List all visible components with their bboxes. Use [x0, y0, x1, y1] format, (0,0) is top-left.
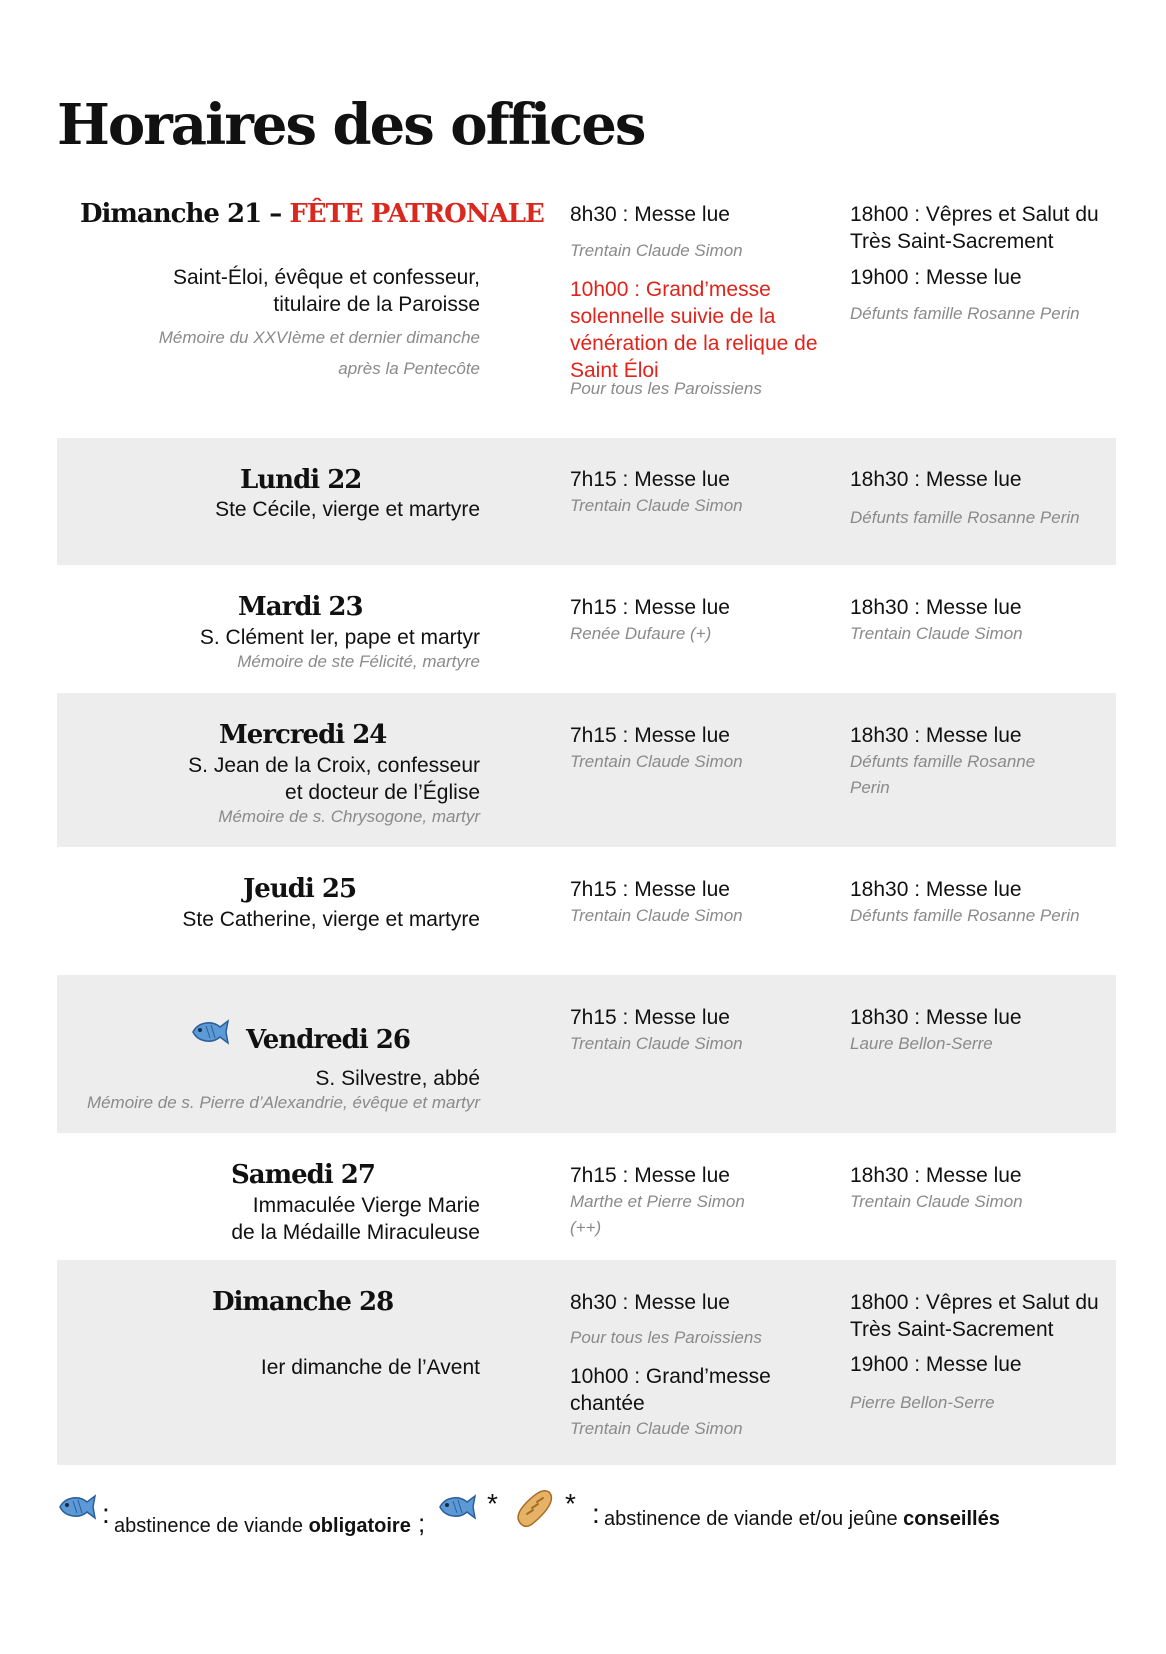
- day-label: Samedi 27: [231, 1160, 375, 1190]
- legend-text-2: [604, 1508, 1000, 1531]
- fete-label: FÊTE PATRONALE: [289, 199, 544, 229]
- intention: Trentain Claude Simon: [570, 241, 743, 260]
- service-evening: 18h30 : Messe lue: [850, 468, 1022, 491]
- intention: Trentain Claude Simon: [570, 1034, 743, 1053]
- saint-line-1: Immaculée Vierge Marie: [252, 1194, 480, 1217]
- day-heading: [80, 199, 544, 229]
- intention: Trentain Claude Simon: [570, 906, 743, 925]
- service-vepres: 18h00 : Vêpres et Salut du Très Saint-Sacrement: [850, 203, 1099, 253]
- legend: [57, 1488, 1116, 1542]
- intention: Trentain Claude Simon: [570, 1419, 743, 1438]
- legend-text-1: [114, 1508, 425, 1539]
- legend-separator: ;: [410, 1508, 426, 1538]
- intention: Marthe et Pierre Simon (++): [570, 1192, 745, 1237]
- service-morning: 7h15 : Messe lue: [570, 468, 730, 491]
- intention: Défunts famille Rosanne Perin: [850, 304, 1080, 323]
- intention: Trentain Claude Simon: [850, 1192, 1023, 1211]
- saint-line: [173, 264, 480, 318]
- day-row-samedi-27: [57, 1133, 1116, 1260]
- separator: –: [261, 199, 290, 229]
- intention: Défunts famille Rosanne Perin: [850, 906, 1080, 925]
- saint-line-2: titulaire de la Paroisse: [273, 293, 480, 316]
- saint-line: Ste Catherine, vierge et martyre: [182, 908, 480, 931]
- service-morning: 7h15 : Messe lue: [570, 1006, 730, 1029]
- service-evening: 19h00 : Messe lue: [850, 1353, 1022, 1376]
- saint-line-2: de la Médaille Miraculeuse: [231, 1221, 480, 1244]
- saint-line: Ste Cécile, vierge et martyre: [215, 498, 480, 521]
- service-morning: 7h15 : Messe lue: [570, 878, 730, 901]
- intention: Pierre Bellon-Serre: [850, 1393, 995, 1412]
- page-title: Horaires des offices: [57, 92, 645, 158]
- legend-text-2a: abstinence de viande et/ou jeûne: [604, 1508, 904, 1530]
- service-morning: 7h15 : Messe lue: [570, 724, 730, 747]
- saint-line: [188, 752, 480, 806]
- saint-line-1: Saint-Éloi, évêque et confesseur,: [172, 266, 480, 289]
- saint-line-1: S. Jean de la Croix, confesseur: [188, 754, 480, 777]
- day-row-vendredi-26: [57, 975, 1116, 1133]
- day-row-jeudi-25: [57, 847, 1116, 975]
- intention: Laure Bellon-Serre: [850, 1034, 993, 1053]
- service-evening: 18h30 : Messe lue: [850, 724, 1022, 747]
- day-row-dimanche-21: [57, 196, 1116, 414]
- intention: Renée Dufaure (+): [570, 624, 712, 643]
- day-label: Mardi 23: [238, 592, 363, 622]
- fish-icon: [437, 1492, 477, 1522]
- legend-text-1b: obligatoire: [308, 1515, 411, 1537]
- day-label: Vendredi 26: [246, 1025, 410, 1055]
- memoire-line: Mémoire de ste Félicité, martyre: [237, 652, 480, 671]
- memoire-line-1: Mémoire du XXVIème et dernier dimanche: [158, 328, 480, 347]
- memoire-line: Mémoire de s. Pierre d’Alexandrie, évêque et martyr: [86, 1093, 480, 1112]
- memoire-line: Mémoire de s. Chrysogone, martyr: [218, 807, 480, 826]
- intention: Trentain Claude Simon: [570, 752, 743, 771]
- bread-icon: [513, 1486, 557, 1530]
- service-evening: 18h30 : Messe lue: [850, 1164, 1022, 1187]
- service-morning: 7h15 : Messe lue: [570, 596, 730, 619]
- intention: Trentain Claude Simon: [850, 624, 1023, 643]
- fish-icon: [190, 1017, 230, 1047]
- saint-line: S. Silvestre, abbé: [315, 1067, 480, 1090]
- saint-line-2: et docteur de l’Église: [285, 781, 480, 804]
- day-label: Jeudi 25: [243, 874, 357, 904]
- intention: Pour tous les Paroissiens: [570, 379, 762, 398]
- legend-text-2b: conseillés: [903, 1508, 1000, 1530]
- day-label: Lundi 22: [240, 465, 362, 495]
- day-row-dimanche-28: [57, 1260, 1116, 1465]
- legend-colon: :: [102, 1498, 110, 1529]
- service-evening: 18h30 : Messe lue: [850, 878, 1022, 901]
- day-row-mardi-23: [57, 565, 1116, 693]
- service-evening: 18h30 : Messe lue: [850, 596, 1022, 619]
- intention: Pour tous les Paroissiens: [570, 1328, 762, 1347]
- day-row-mercredi-24: [57, 693, 1116, 847]
- service-evening: 19h00 : Messe lue: [850, 266, 1022, 289]
- legend-colon: :: [592, 1498, 600, 1529]
- legend-text-1a: abstinence de viande: [114, 1515, 309, 1537]
- fish-icon: [57, 1492, 97, 1522]
- memoire-line-2: après la Pentecôte: [338, 359, 480, 378]
- service-morning: 8h30 : Messe lue: [570, 203, 730, 226]
- intention: Trentain Claude Simon: [570, 496, 743, 515]
- saint-line: [231, 1192, 480, 1246]
- saint-line: S. Clément Ier, pape et martyr: [199, 626, 480, 649]
- day-label: Mercredi 24: [219, 720, 387, 750]
- service-grand-messe: 10h00 : Grand’messe solennelle suivie de la vénération de la relique de Saint Éloi: [570, 278, 818, 382]
- day-label: Dimanche 28: [212, 1287, 394, 1317]
- service-morning: 8h30 : Messe lue: [570, 1291, 730, 1314]
- intention: Défunts famille Rosanne Perin: [850, 508, 1080, 527]
- service-grand-messe: 10h00 : Grand’messe chantée: [570, 1365, 771, 1415]
- star: *: [487, 1488, 498, 1519]
- day-label: Dimanche 21: [80, 199, 262, 229]
- saint-line: Ier dimanche de l’Avent: [260, 1356, 480, 1379]
- service-evening: 18h30 : Messe lue: [850, 1006, 1022, 1029]
- service-vepres: 18h00 : Vêpres et Salut du Très Saint-Sacrement: [850, 1291, 1099, 1341]
- memoire-line: [159, 322, 480, 384]
- service-morning: 7h15 : Messe lue: [570, 1164, 730, 1187]
- star: *: [565, 1488, 576, 1519]
- intention: Défunts famille Rosanne Perin: [850, 752, 1036, 797]
- day-row-lundi-22: [57, 438, 1116, 565]
